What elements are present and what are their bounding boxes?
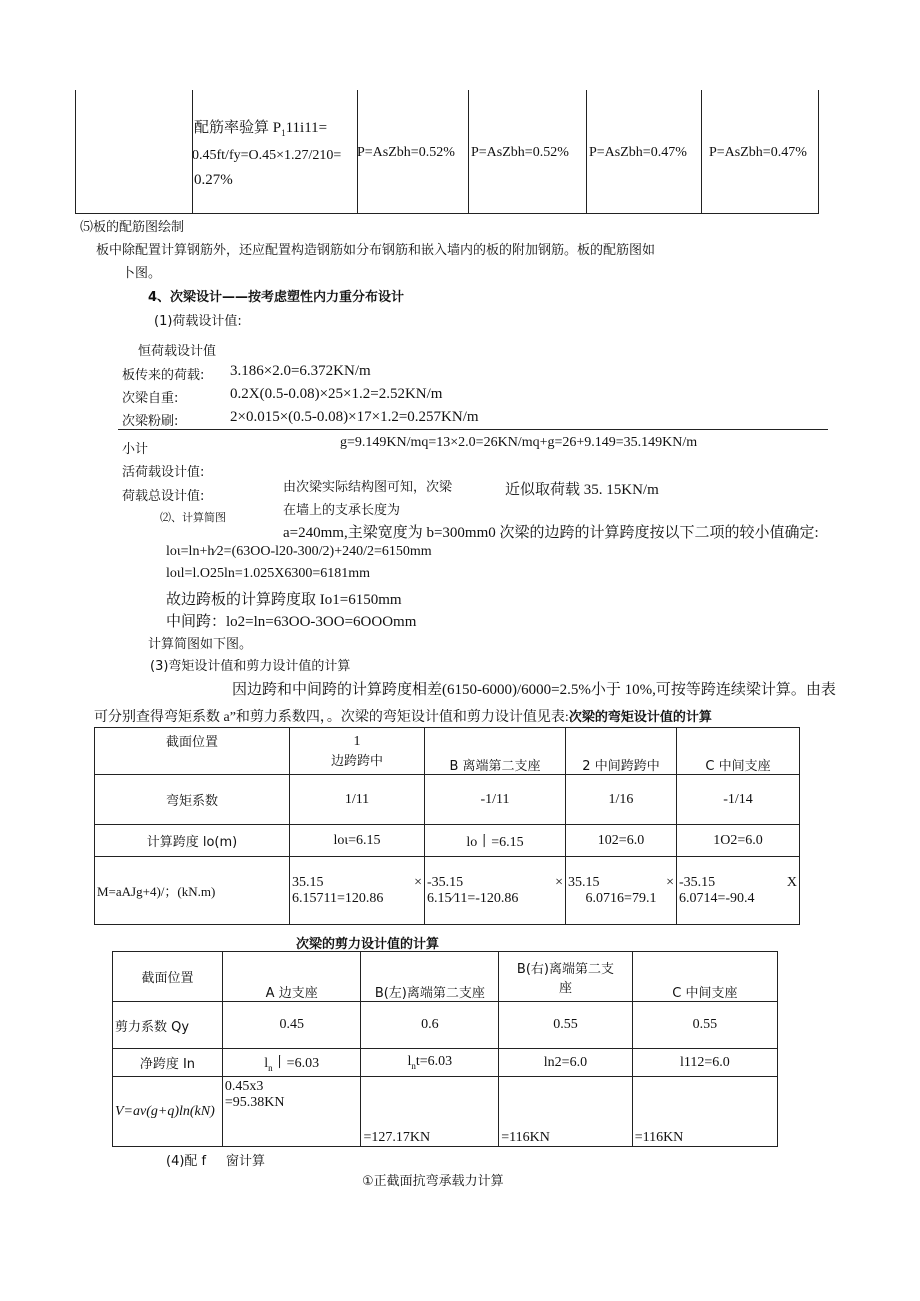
span-line: 中间跨：lo2=ln=63OO-3OO=6OOOmm xyxy=(166,614,417,630)
section3-text-cont: 可分别查得弯矩系数 a”和剪力系数四，。次梁的弯矩设计值和剪力设计值见表:次梁的弯矩设计值的计算 xyxy=(94,710,712,725)
section4-title-left: (4)配 f xyxy=(166,1154,207,1169)
load-title: (1)荷载设计值: xyxy=(154,314,242,329)
support-note-cont: 在墙上的支承长度为 xyxy=(283,503,401,518)
section5-title: ⑸板的配筋图绘制 xyxy=(80,220,185,235)
shear-table xyxy=(112,951,778,1147)
table-cell: 0.55 xyxy=(499,1002,632,1049)
dead-load-title: 恒荷载设计值 xyxy=(138,344,217,359)
header-cell: C 中间支座 xyxy=(632,952,777,1002)
section5-text: 板中除配置计算钢筋外，还应配置构造钢筋如分布钢筋和嵌入墙内的板的附加钢筋。板的配筋图如 xyxy=(96,243,656,258)
divider xyxy=(118,429,828,430)
header-cell: 截面位置 xyxy=(113,952,223,1002)
header-cell: A 边支座 xyxy=(222,952,361,1002)
table-cell: =116KN xyxy=(499,1077,632,1147)
table-cell: -1/11 xyxy=(425,775,566,825)
header-cell: 2 中间跨跨中 xyxy=(566,728,677,775)
table-cell: 102=6.0 xyxy=(566,825,677,857)
row-label: V=av(g+q)ln(kN) xyxy=(113,1077,223,1147)
table-cell: l112=6.0 xyxy=(632,1049,777,1077)
load-value: 0.2X(0.5-0.08)×25×1.2=2.52KN/m xyxy=(230,386,443,402)
table-cell: 0.45 xyxy=(222,1002,361,1049)
header-cell: C 中间支座 xyxy=(677,728,800,775)
subtotal-label: 小计 xyxy=(122,442,149,457)
table-cell: loι=6.15 xyxy=(290,825,425,857)
section3-title: (3)弯矩设计值和剪力设计值的计算 xyxy=(150,659,351,674)
load-label: 板传来的荷载: xyxy=(122,368,205,383)
table-cell: -35.15 X 6.0714=-90.4 xyxy=(677,857,800,925)
approx-load-note: 近似取荷载 35. 15KN/m xyxy=(505,482,659,498)
header-cell: 截面位置 xyxy=(95,728,290,775)
span-intro: a=240mm,主梁宽度为 b=300mm0 次梁的边跨的计算跨度按以下二项的较小值确定: xyxy=(283,525,819,541)
support-note: 由次梁实际结构图可知，次梁 xyxy=(283,480,453,495)
row-label: M=aAJg+4)/；(kN.m) xyxy=(95,857,290,925)
load-label: 次梁粉刷: xyxy=(122,414,179,429)
ratio-check-line3: 0.27% xyxy=(194,172,233,188)
ratio-cell: P=AsZbh=0.52% xyxy=(357,145,455,160)
shear-table-title: 次梁的剪力设计值的计算 xyxy=(296,937,440,952)
table-cell: 35.15 × 6.15711=120.86 xyxy=(290,857,425,925)
table-cell: 1/16 xyxy=(566,775,677,825)
span-line: 故边跨板的计算跨度取 Io1=6150mm xyxy=(166,592,402,608)
table-cell: -35.15 × 6.15∕11=-120.86 xyxy=(425,857,566,925)
table-cell: lo丨=6.15 xyxy=(425,825,566,857)
header-cell: B(左)离端第二支座 xyxy=(361,952,499,1002)
table-cell: $l_nt=6.03$ xyxy=(361,1049,499,1077)
total-load-label: 荷载总设计值: xyxy=(122,489,205,504)
load-label: 次梁自重: xyxy=(122,391,179,406)
table-cell: 0.45x3 =95.38KN xyxy=(222,1077,361,1147)
table-cell: 35.15 × 6.0716=79.1 xyxy=(566,857,677,925)
subtotal-value: g=9.149KN/mq=13×2.0=26KN/mq+g=26+9.149=35.149KN/m xyxy=(340,435,698,450)
row-label: 计算跨度 lo(m) xyxy=(95,825,290,857)
live-load-label: 活荷载设计值: xyxy=(122,465,205,480)
section4-title-right: 窗计算 xyxy=(226,1154,266,1169)
header-cell: B 离端第二支座 xyxy=(425,728,566,775)
table-cell: 1O2=6.0 xyxy=(677,825,800,857)
table-cell: ln2=6.0 xyxy=(499,1049,632,1077)
table-cell: =127.17KN xyxy=(361,1077,499,1147)
table-cell: $l_n$丨=6.03 xyxy=(222,1049,361,1077)
table-cell: 0.6 xyxy=(361,1002,499,1049)
ratio-check-line2: 0.45ft/fy=O.45×1.27/210= xyxy=(192,148,342,163)
row-label: 净跨度 In xyxy=(113,1049,223,1077)
load-value: 2×0.015×(0.5-0.08)×17×1.2=0.257KN/m xyxy=(230,409,479,425)
table-cell: 1/11 xyxy=(290,775,425,825)
calc-diagram-note: 计算简图如下图。 xyxy=(148,637,253,652)
ratio-cell: P=AsZbh=0.47% xyxy=(709,145,807,160)
ratio-cell: P=AsZbh=0.52% xyxy=(471,145,569,160)
ratio-check-line1: 配筋率验算 $P_111i11=$ xyxy=(194,120,328,138)
moment-table-title: 次梁的弯矩设计值的计算 xyxy=(568,710,712,725)
table-cell: 0.55 xyxy=(632,1002,777,1049)
moment-table xyxy=(94,727,800,925)
section5-text-cont: 卜图。 xyxy=(122,266,162,281)
span-line: loι=ln+h∕2=(63OO-l20-300/2)+240/2=6150mm xyxy=(166,544,432,559)
section4-subtitle: ①正截面抗弯承载力计算 xyxy=(362,1174,504,1189)
section3-text: 因边跨和中间跨的计算跨度相差(6150-6000)/6000=2.5%小于 10%,可按等跨连续梁计算。由表 xyxy=(232,682,836,698)
table-cell: =116KN xyxy=(632,1077,777,1147)
header-cell: B(右)离端第二支 座 xyxy=(499,952,632,1002)
heading-secondary-beam: 4、次梁设计——按考虑塑性内力重分布设计 xyxy=(148,290,405,305)
calc-diagram-label: ⑵、计算简图 xyxy=(160,511,226,524)
table-cell: -1/14 xyxy=(677,775,800,825)
row-label: 弯矩系数 xyxy=(95,775,290,825)
span-line: loιl=l.O25ln=1.025X6300=6181mm xyxy=(166,566,371,581)
ratio-cell: P=AsZbh=0.47% xyxy=(589,145,687,160)
row-label: 剪力系数 Qy xyxy=(113,1002,223,1049)
header-cell: 1 边跨跨中 xyxy=(290,728,425,775)
load-value: 3.186×2.0=6.372KN/m xyxy=(230,363,371,379)
